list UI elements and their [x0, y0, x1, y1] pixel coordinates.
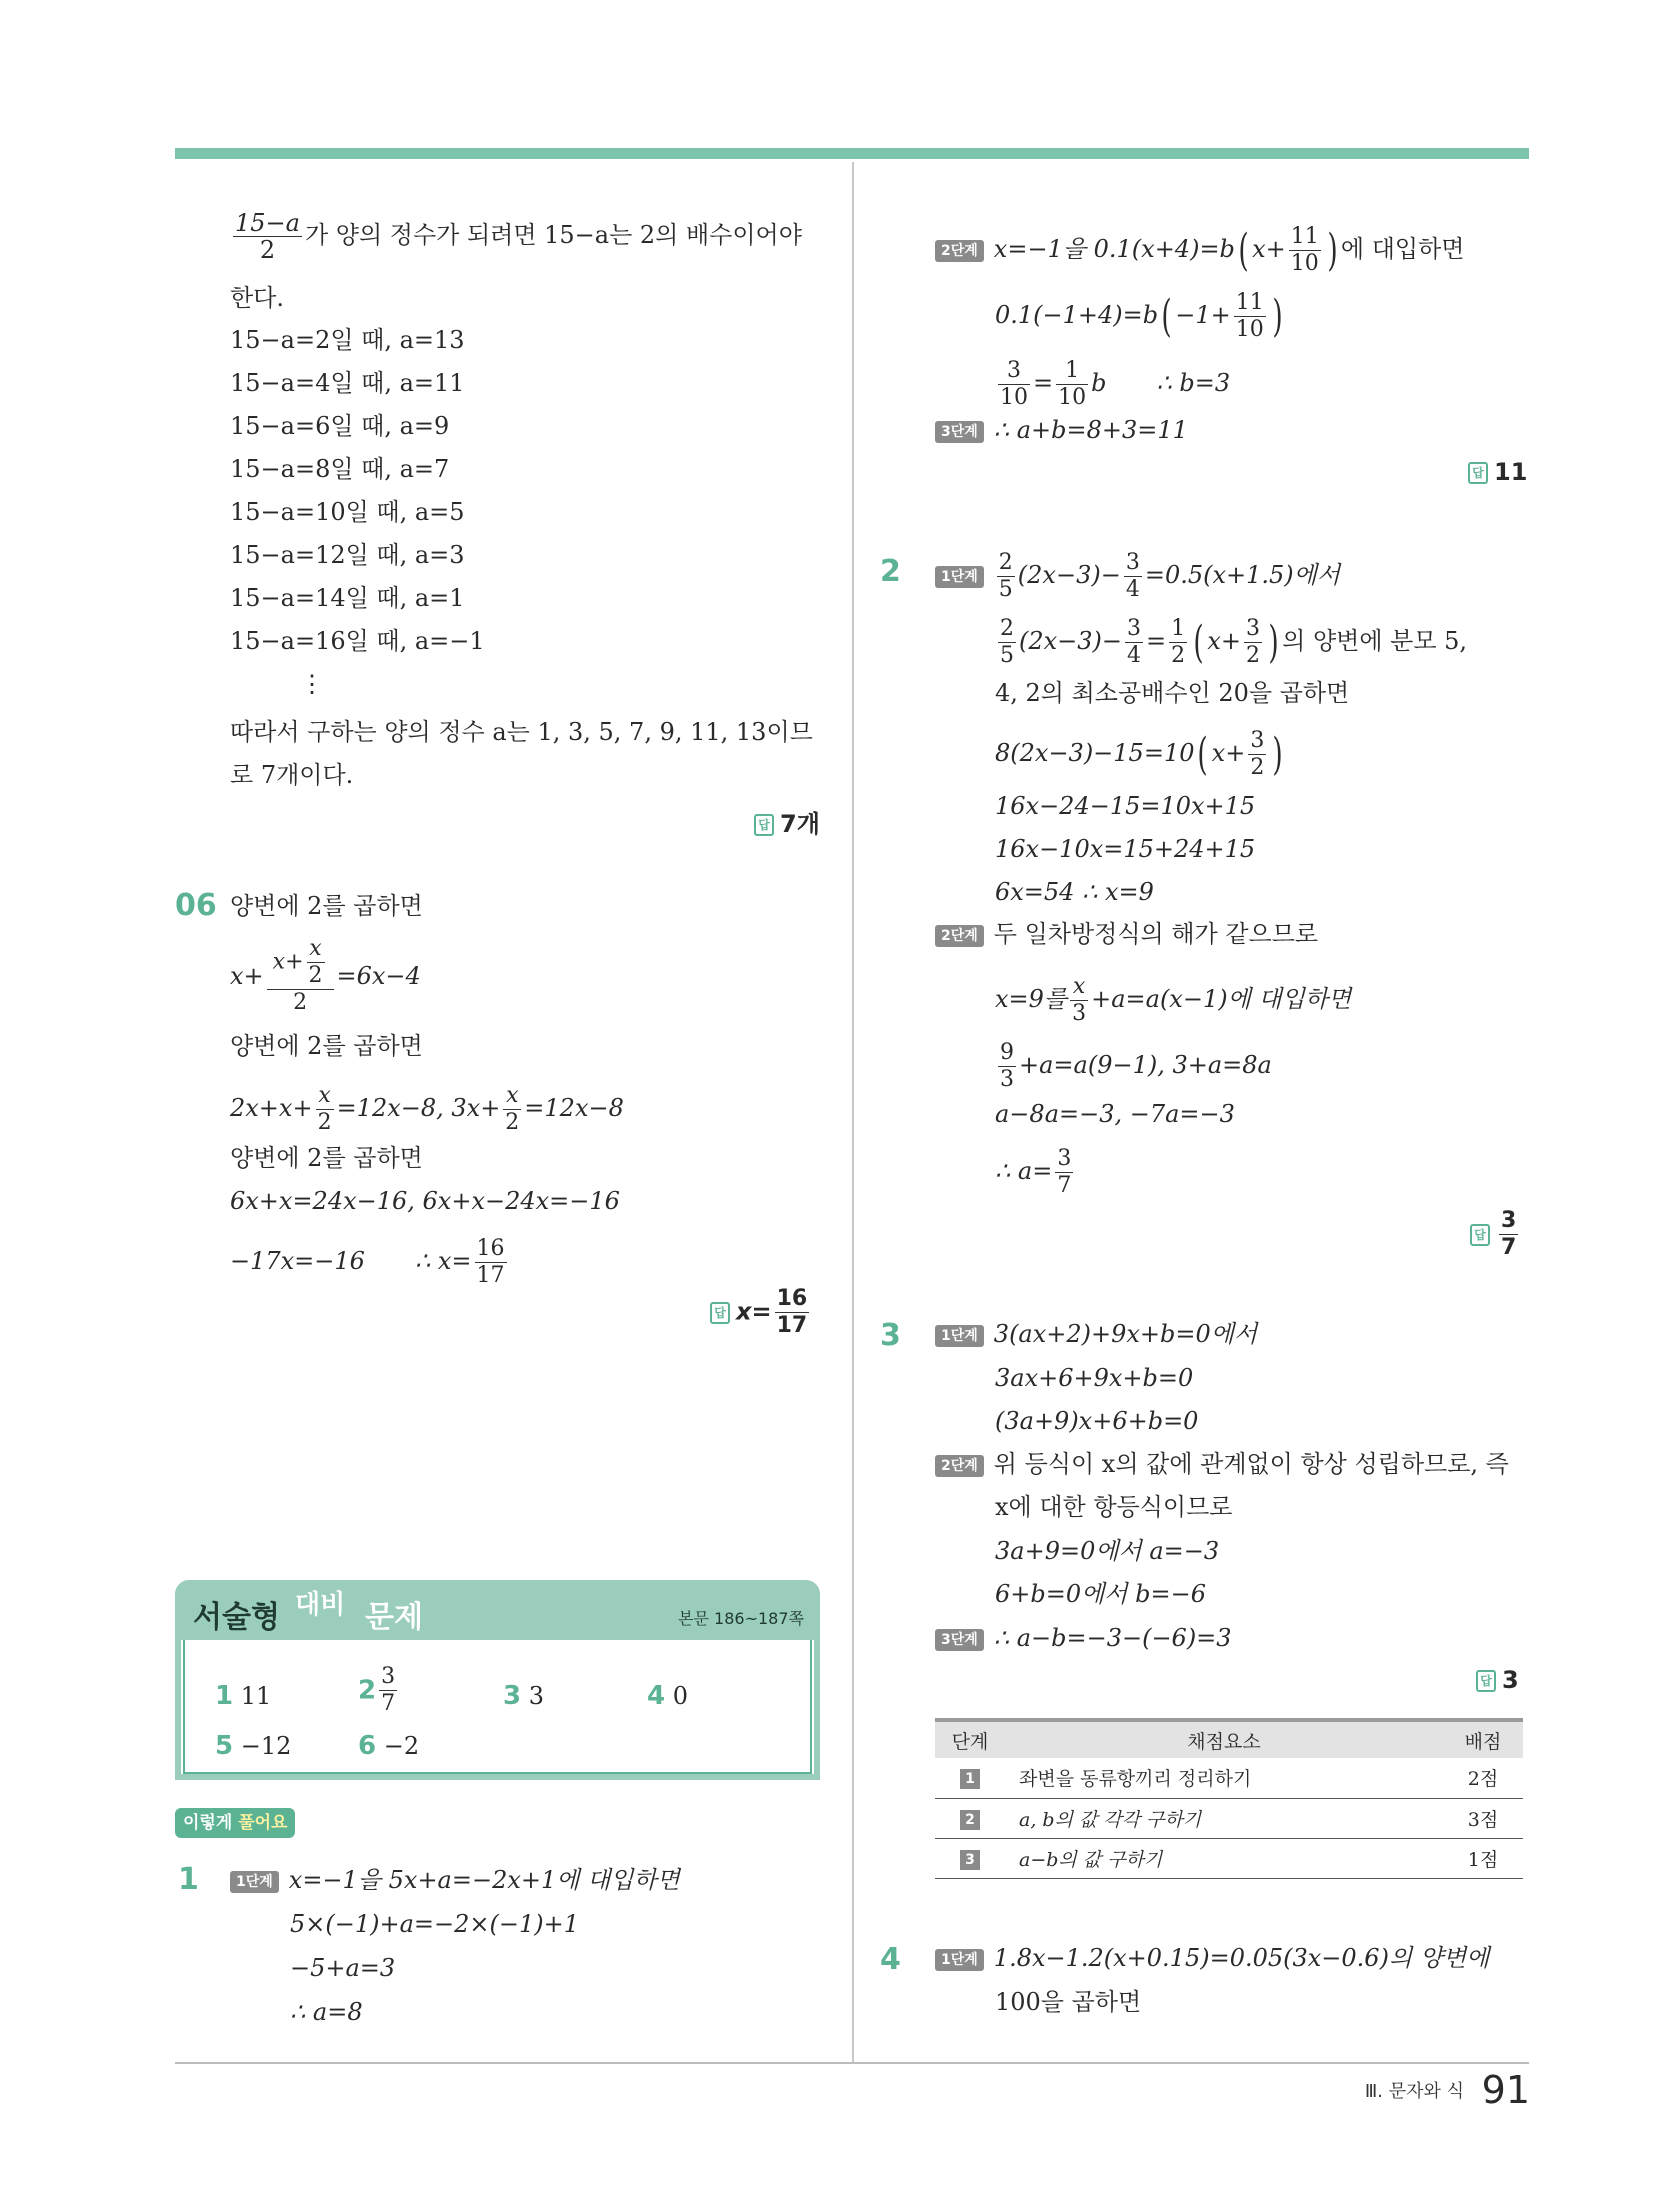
- step-badge: 3단계: [935, 421, 984, 443]
- q1-cont-line-3: $\frac{3}{10}$ = $\frac{1}{10}$ b ∴ b=3: [1000, 358, 1231, 410]
- table-cell: 2점: [1443, 1758, 1523, 1798]
- box-title-part-2: 대비: [295, 1590, 346, 1620]
- q2-line-2: $\frac{2}{5}$ (2x−3)− $\frac{3}{4}$ = $\frac{1}{2}$ ( x+ $\frac{3}{2}$ ) 의 양변에 분모 5,: [1000, 616, 1468, 668]
- conclusion-line-2: 로 7개이다.: [230, 761, 354, 789]
- case-line: 15−a=14일 때, a=1: [230, 584, 465, 612]
- box-answer-item: 3 3: [503, 1681, 545, 1711]
- q2-line-8: 2단계 두 일차방정식의 해가 같으므로: [935, 918, 1318, 950]
- q1-line-1: 1단계 x=−1을 5x+a=−2x+1에 대입하면: [230, 1864, 680, 1896]
- question-number-3: 3: [880, 1318, 901, 1353]
- case-line: 15−a=2일 때, a=13: [230, 326, 465, 354]
- table-cell: 1점: [1443, 1838, 1523, 1878]
- q2-line-4: 8(2x−3)−15=10( x+ $\frac{3}{2}$ ): [995, 728, 1284, 780]
- step-number-box: 1: [960, 1769, 980, 1789]
- box-answer-item: 5 −12: [215, 1731, 292, 1761]
- top-accent-bar: [175, 148, 1529, 159]
- table-cell: a−b의 값 구하기: [1005, 1838, 1443, 1878]
- q3-line-5: x에 대한 항등식이므로: [995, 1493, 1233, 1521]
- box-answer-item: 2 $\frac{3}{7}$: [358, 1664, 396, 1716]
- step-badge: 1단계: [230, 1871, 279, 1893]
- answer-q3: 답 3: [1476, 1666, 1519, 1694]
- box-title-part-1: 서술형: [193, 1600, 280, 1635]
- step-badge: 2단계: [935, 1455, 984, 1477]
- answer-icon: 답: [710, 1302, 730, 1324]
- q1-cont-line-4: 3단계 ∴ a+b=8+3=11: [935, 414, 1188, 446]
- box-page-reference: 본문 186~187쪽: [678, 1609, 804, 1628]
- table-row: [935, 1758, 1523, 1798]
- q06-line-5: 양변에 2를 곱하면: [230, 1144, 423, 1172]
- step-badge: 2단계: [935, 925, 984, 947]
- step-badge: 1단계: [935, 566, 984, 588]
- column-divider: [852, 162, 854, 2062]
- intro-line-1: $\frac{15-a}{2}$ 가 양의 정수가 되려면 15−a는 2의 배수이어야: [235, 209, 802, 264]
- q2-line-9: x=9를 $\frac{x}{3}$ +a=a(x−1)에 대입하면: [995, 974, 1352, 1026]
- step-badge: 1단계: [935, 1325, 984, 1347]
- question-number-2: 2: [880, 554, 901, 589]
- q2-line-11: a−8a=−3, −7a=−3: [995, 1100, 1235, 1128]
- q1-cont-line-2: 0.1(−1+4)=b( −1+ $\frac{11}{10}$ ): [995, 290, 1283, 342]
- table-header: 배점: [1443, 1720, 1523, 1758]
- answer-06: 답 x= $\frac{16}{17}$: [710, 1286, 812, 1339]
- q2-line-7: 6x=54 ∴ x=9: [995, 878, 1154, 906]
- solution-label: 이렇게 풀어요: [175, 1808, 295, 1838]
- q2-line-1: 1단계 $\frac{2}{5}$ (2x−3)− $\frac{3}{4}$ =0.5(x+1.5)에서: [935, 550, 1340, 603]
- table-cell: 좌변을 동류항끼리 정리하기: [1005, 1758, 1443, 1798]
- answer-05: 답 7개: [754, 804, 820, 839]
- q1-line-2: 5×(−1)+a=−2×(−1)+1: [290, 1910, 579, 1938]
- answer-q2: 답 $\frac{3}{7}$: [1470, 1208, 1521, 1261]
- case-line: 15−a=6일 때, a=9: [230, 412, 450, 440]
- case-line: 15−a=4일 때, a=11: [230, 369, 465, 397]
- vertical-ellipsis: ⋮: [300, 670, 324, 698]
- q06-line-7: −17x=−16 ∴ x= $\frac{16}{17}$: [230, 1236, 505, 1288]
- bottom-rule: [175, 2062, 1529, 2064]
- answer-icon: 답: [1468, 462, 1488, 484]
- conclusion-line-1: 따라서 구하는 양의 정수 a는 1, 3, 5, 7, 9, 11, 13이므: [230, 718, 813, 746]
- q2-line-3: 4, 2의 최소공배수인 20을 곱하면: [995, 679, 1350, 707]
- answer-q1: 답 11: [1468, 458, 1527, 486]
- case-line: 15−a=12일 때, a=3: [230, 541, 465, 569]
- intro-fraction: $\frac{15-a}{2}$: [235, 209, 300, 264]
- question-number-4: 4: [880, 1942, 901, 1977]
- page-footer: [1365, 2068, 1530, 2112]
- q3-line-3: (3a+9)x+6+b=0: [995, 1407, 1199, 1435]
- q2-line-10: $\frac{9}{3}$ +a=a(9−1), 3+a=8a: [1000, 1040, 1272, 1092]
- q06-complex-fraction: x+ x+ $\frac{x}{2}$ 2 =6x−4: [230, 936, 421, 1015]
- q1-line-4: ∴ a=8: [290, 1998, 363, 2026]
- table-header-row: [935, 1720, 1523, 1758]
- q3-line-6: 3a+9=0에서 a=−3: [995, 1537, 1220, 1565]
- q3-line-1: 1단계 3(ax+2)+9x+b=0에서: [935, 1318, 1257, 1350]
- q06-line-3: 양변에 2를 곱하면: [230, 1032, 423, 1060]
- table-cell: a, b의 값 각각 구하기: [1005, 1798, 1443, 1838]
- table-header: 단계: [935, 1720, 1005, 1758]
- case-line: 15−a=16일 때, a=−1: [230, 627, 485, 655]
- step-number-box: 3: [960, 1850, 980, 1870]
- q3-line-8: 3단계 ∴ a−b=−3−(−6)=3: [935, 1622, 1232, 1654]
- table-row: [935, 1838, 1523, 1878]
- answer-icon: 답: [754, 814, 774, 836]
- q2-line-6: 16x−10x=15+24+15: [995, 835, 1256, 863]
- question-number-1: 1: [178, 1862, 199, 1897]
- q3-line-7: 6+b=0에서 b=−6: [995, 1580, 1206, 1608]
- scoring-table: [935, 1718, 1523, 1879]
- step-badge: 2단계: [935, 240, 984, 262]
- q06-line-4: 2x+x+ $\frac{x}{2}$ =12x−8, 3x+ $\frac{x}{2}$ =12x−8: [230, 1083, 624, 1135]
- q4-line-1: 1단계 1.8x−1.2(x+0.15)=0.05(3x−0.6)의 양변에: [935, 1942, 1489, 1974]
- step-number-box: 2: [960, 1810, 980, 1830]
- q1-cont-line-1: 2단계 x=−1을 0.1(x+4)=b( x+ $\frac{11}{10}$ ) 에 대입하면: [935, 224, 1464, 277]
- q3-line-4: 2단계 위 등식이 x의 값에 관계없이 항상 성립하므로, 즉: [935, 1448, 1509, 1480]
- q2-line-12: ∴ a= $\frac{3}{7}$: [995, 1146, 1072, 1198]
- table-cell: 3점: [1443, 1798, 1523, 1838]
- q06-line-6: 6x+x=24x−16, 6x+x−24x=−16: [230, 1187, 620, 1215]
- box-answer-item: 1 11: [215, 1681, 272, 1711]
- q4-line-2: 100을 곱하면: [995, 1988, 1142, 2016]
- table-header: 채점요소: [1005, 1720, 1443, 1758]
- descriptive-problems-header: [175, 1580, 820, 1640]
- step-badge: 3단계: [935, 1629, 984, 1651]
- q3-line-2: 3ax+6+9x+b=0: [995, 1364, 1194, 1392]
- page-number: 91: [1481, 2068, 1530, 2112]
- case-line: 15−a=10일 때, a=5: [230, 498, 465, 526]
- table-row: [935, 1798, 1523, 1838]
- answer-icon: 답: [1470, 1224, 1490, 1246]
- intro-line-2: 한다.: [230, 284, 284, 312]
- case-line: 15−a=8일 때, a=7: [230, 455, 450, 483]
- chapter-label: Ⅲ. 문자와 식: [1364, 2081, 1464, 2102]
- question-number-06: 06: [175, 888, 217, 923]
- q06-line-1: 양변에 2를 곱하면: [230, 892, 423, 920]
- box-answer-item: 6 −2: [358, 1731, 420, 1761]
- q2-line-5: 16x−24−15=10x+15: [995, 792, 1256, 820]
- box-answer-item: 4 0: [647, 1681, 689, 1711]
- q1-line-3: −5+a=3: [290, 1954, 396, 1982]
- step-badge: 1단계: [935, 1949, 984, 1971]
- box-title-part-3: 문제: [365, 1600, 423, 1635]
- answer-icon: 답: [1476, 1670, 1496, 1692]
